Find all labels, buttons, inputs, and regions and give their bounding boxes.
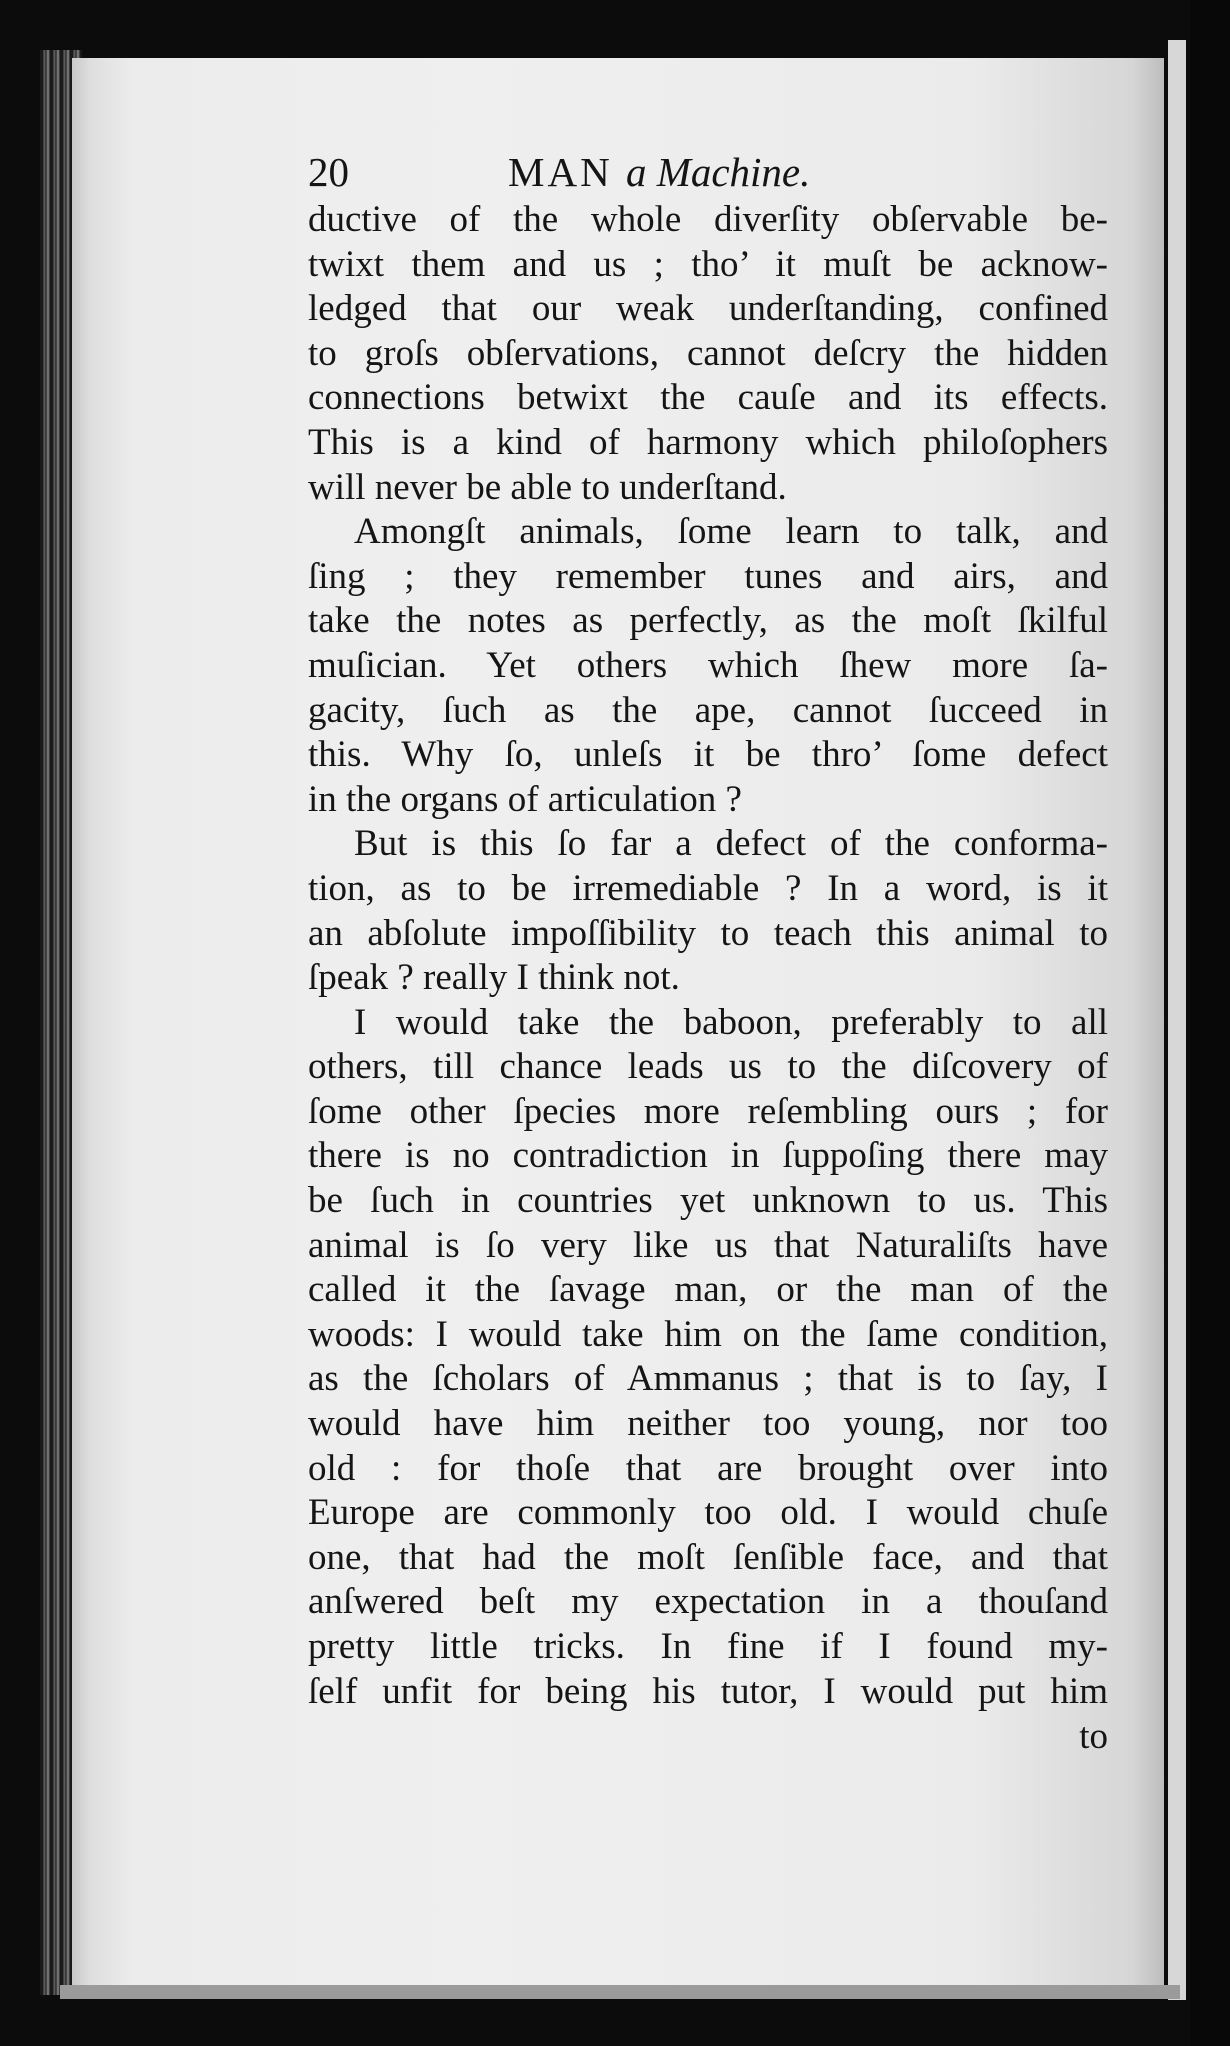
text-line: gacity, ſuch as the ape, cannot ſucceed in — [308, 689, 1108, 731]
text-line: as the ſcholars of Ammanus ; that is to ſay, I — [308, 1358, 1108, 1400]
text-line: pretty little tricks. In fine if I found my- — [308, 1626, 1108, 1667]
text-line: Amongſt animals, ſome learn to talk, and — [354, 511, 1108, 553]
text-line: old : for thoſe that are brought over into — [308, 1447, 1108, 1489]
scan-border-right — [1190, 0, 1230, 2046]
text-line: Europe are commonly too old. I would chuſe — [308, 1492, 1108, 1534]
text-line: will never be able to underſtand. — [308, 466, 787, 508]
text-line: ſelf unfit for being his tutor, I would put him — [308, 1670, 1108, 1712]
text-line: one, that had the moſt ſenſible face, and that — [308, 1536, 1108, 1578]
text-line: woods: I would take him on the ſame condition, — [308, 1313, 1108, 1355]
text-line: this. Why ſo, unleſs it be thro’ ſome defect — [308, 734, 1108, 776]
text-line: I would take the baboon, preferably to all — [354, 1001, 1108, 1043]
text-line: This is a kind of harmony which philoſophers — [308, 421, 1108, 463]
text-line: ſpeak ? really I think not. — [308, 957, 680, 999]
text-block — [308, 146, 1108, 1760]
running-title-sub: a Machine. — [625, 149, 811, 195]
text-line: connections betwixt the cauſe and its effects. — [308, 377, 1108, 419]
catchword: to — [1079, 1716, 1108, 1758]
text-line: to groſs obſervations, cannot deſcry the hidden — [308, 332, 1108, 374]
page-right-edge — [1168, 40, 1186, 2000]
text-line: tion, as to be irremediable ? In a word, is it — [308, 867, 1108, 909]
text-line: ductive of the whole diverſity obſervable be- — [308, 199, 1108, 240]
text-line: would have him neither too young, nor too — [308, 1403, 1108, 1445]
text-line: others, till chance leads us to the diſcovery of — [308, 1046, 1108, 1088]
page-number: 20 — [308, 149, 349, 195]
running-title — [508, 146, 810, 198]
text-line: an abſolute impoſſibility to teach this animal to — [308, 912, 1108, 954]
text-line: animal is ſo very like us that Naturaliſts have — [308, 1224, 1108, 1266]
running-header — [308, 146, 1108, 198]
text-line: be ſuch in countries yet unknown to us. This — [308, 1180, 1108, 1222]
text-line: ſing ; they remember tunes and airs, and — [308, 555, 1108, 597]
text-line: muſician. Yet others which ſhew more ſa- — [308, 644, 1108, 686]
text-line: called it the ſavage man, or the man of the — [308, 1269, 1108, 1311]
text-line: ledged that our weak underſtanding, confined — [308, 288, 1108, 330]
running-title-main: MAN — [508, 149, 613, 195]
text-line: there is no contradiction in ſuppoſing there may — [308, 1135, 1108, 1177]
body-text — [308, 198, 1108, 1714]
text-line: anſwered beſt my expectation in a thouſand — [308, 1581, 1108, 1623]
text-line: But is this ſo far a defect of the conforma- — [354, 823, 1108, 865]
text-line: ſome other ſpecies more reſembling ours ; for — [308, 1090, 1108, 1132]
text-line: take the notes as perfectly, as the moſt ſkilful — [308, 600, 1108, 642]
page-bottom-edge — [60, 1985, 1180, 1999]
text-line: twixt them and us ; tho’ it muſt be acknow- — [308, 243, 1108, 285]
text-line: in the organs of articulation ? — [308, 778, 742, 820]
